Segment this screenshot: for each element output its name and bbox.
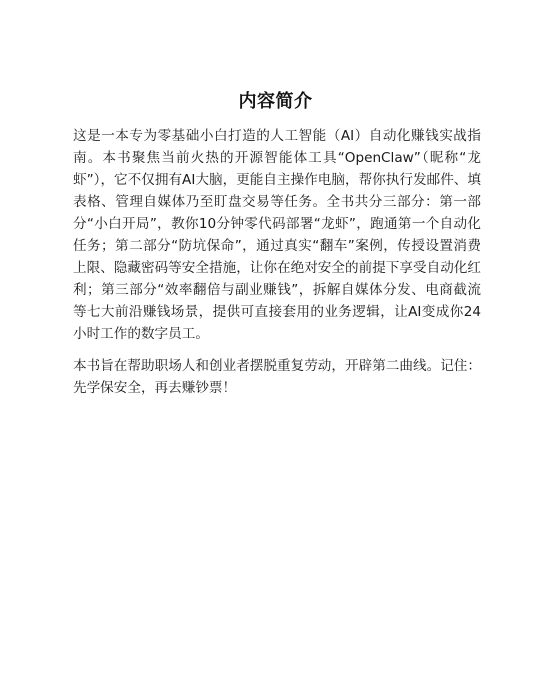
document-body [73,125,481,409]
paragraph-intro: 这是一本专为零基础小白打造的人工智能（AI）自动化赚钱实战指南。本书聚焦当前火热的开源智能体工具“OpenClaw”（昵称“龙虾”），它不仅拥有AI大脑，更能自主操作电脑，帮你执行发邮件、填表格、管理自媒体乃至盯盘交易等任务。全书共分三部分：第一部分“小白开局”，教你10分钟零代码部署“龙虾”，跑通第一个自动化任务；第二部分“防坑保命”，通过真实“翻车”案例，传授设置消费上限、隐藏密码等安全措施，让你在绝对安全的前提下享受自动化红利；第三部分“效率翻倍与副业赚钱”，拆解自媒体分发、电商截流等七大前沿赚钱场景，提供可直接套用的业务逻辑，让AI变成你24小时工作的数字员工。 [73,128,481,342]
page-title: 内容简介 [238,91,313,112]
paragraph-summary: 本书旨在帮助职场人和创业者摆脱重复劳动，开辟第二曲线。记住：先学保安全，再去赚钞票！ [73,358,481,396]
